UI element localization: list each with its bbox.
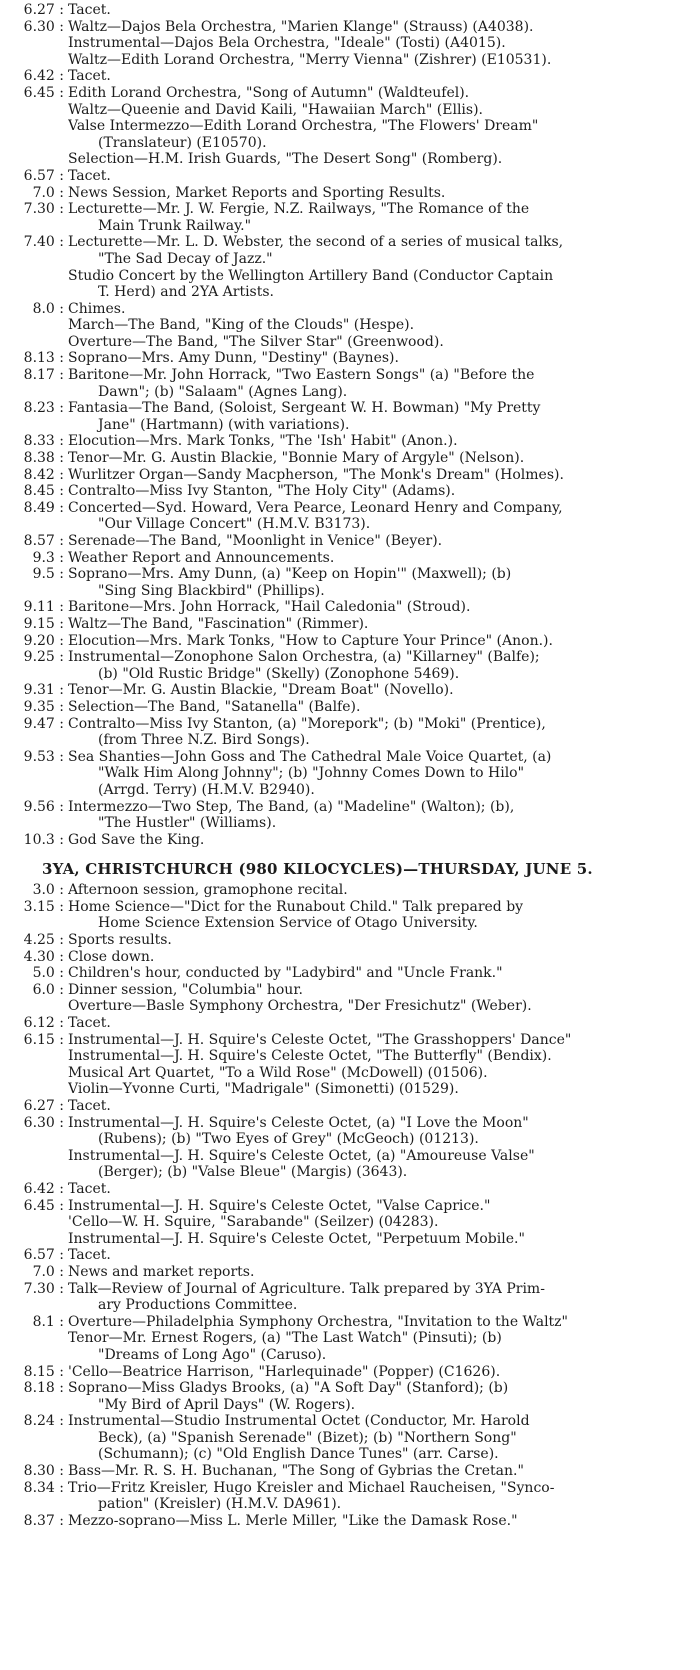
entry-text: [68, 185, 692, 202]
entry-time: 6.57 :: [23, 1247, 64, 1264]
entry-line: "The Sad Decay of Jazz.": [98, 250, 273, 267]
program-entry: [4, 633, 692, 650]
entry-time: 9.15 :: [23, 615, 64, 632]
program-entry: [4, 19, 692, 69]
entry-text: [68, 749, 692, 799]
program-entry: [4, 1380, 692, 1413]
entry-line: Main Trunk Railway.": [98, 217, 252, 234]
entry-text: [68, 1115, 692, 1181]
program-entry: [4, 1181, 692, 1198]
entry-time: 8.37 :: [23, 1512, 64, 1529]
entry-time: 8.23 :: [23, 400, 64, 417]
entry-text: [68, 201, 692, 234]
entry-text: [68, 19, 692, 69]
entry-text: [68, 301, 692, 351]
entry-text: [68, 982, 692, 1015]
entry-text: [68, 633, 692, 650]
entry-time: 8.15 :: [23, 1363, 64, 1380]
program-entry: [4, 1098, 692, 1115]
entry-line: Studio Concert by the Wellington Artillery Band (Conductor Captain: [68, 267, 554, 284]
entry-text: [68, 832, 692, 849]
entry-line: Intermezzo—Two Step, The Band, (a) "Madeline" (Walton); (b),: [68, 798, 515, 815]
entry-text: [68, 599, 692, 616]
entry-time: 6.0 :: [32, 981, 64, 998]
entry-line: Elocution—Mrs. Mark Tonks, "How to Capture Your Prince" (Anon.).: [68, 632, 553, 649]
entry-text: [68, 682, 692, 699]
entry-time: 9.35 :: [23, 698, 64, 715]
entry-line: Tenor—Mr. G. Austin Blackie, "Bonnie Mary of Argyle" (Nelson).: [68, 450, 525, 467]
entry-line: (Berger); (b) "Valse Bleue" (Margis) (3643).: [98, 1164, 408, 1181]
entry-line: Home Science—"Dict for the Runabout Child." Talk prepared by: [68, 898, 524, 915]
entry-line: Mezzo-soprano—Miss L. Merle Miller, "Like the Damask Rose.": [68, 1512, 518, 1529]
entry-text: [68, 433, 692, 450]
entry-line: Wurlitzer Organ—Sandy Macpherson, "The Monk's Dream" (Holmes).: [68, 466, 564, 483]
entry-time: 6.45 :: [23, 1197, 64, 1214]
entry-text: [68, 1181, 692, 1198]
entry-line: Waltz—Edith Lorand Orchestra, "Merry Vienna" (Zishrer) (E10531).: [68, 51, 552, 68]
entry-line: Overture—The Band, "The Silver Star" (Greenwood).: [68, 333, 444, 350]
entry-text: [68, 799, 692, 832]
program-entry: [4, 168, 692, 185]
entry-line: Instrumental—J. H. Squire's Celeste Octet, (a) "I Love the Moon": [68, 1114, 529, 1131]
program-entry: [4, 433, 692, 450]
program-entry: [4, 500, 692, 533]
entry-time: 9.20 :: [23, 632, 64, 649]
entry-time: 6.27 :: [23, 2, 64, 18]
program-entry: [4, 749, 692, 799]
entry-line: Instrumental—Zonophone Salon Orchestra, (a) "Killarney" (Balfe);: [68, 649, 540, 666]
program-entry: [4, 483, 692, 500]
entry-line: Talk—Review of Journal of Agriculture. Talk prepared by 3YA Prim-: [68, 1280, 545, 1297]
entry-line: (from Three N.Z. Bird Songs).: [98, 732, 310, 749]
entry-line: Edith Lorand Orchestra, "Song of Autumn" (Waldteufel).: [68, 84, 470, 101]
entry-line: March—The Band, "King of the Clouds" (Hespe).: [68, 317, 415, 334]
entry-line: Overture—Philadelphia Symphony Orchestra, "Invitation to the Waltz": [68, 1313, 568, 1330]
entry-line: "The Hustler" (Williams).: [98, 815, 277, 832]
program-entry: [4, 185, 692, 202]
entry-line: Serenade—The Band, "Moonlight in Venice" (Beyer).: [68, 533, 443, 549]
entry-time: 8.34 :: [23, 1479, 64, 1496]
program-entry: [4, 1364, 692, 1381]
entry-text: [68, 168, 692, 185]
entry-text: [68, 234, 692, 300]
entry-time: 8.42 :: [23, 466, 64, 483]
entry-line: ary Productions Committee.: [98, 1297, 298, 1314]
entry-text: [68, 467, 692, 484]
entry-text: [68, 949, 692, 966]
entry-time: 8.33 :: [23, 433, 64, 450]
entry-line: Bass—Mr. R. S. H. Buchanan, "The Song of Gybrias the Cretan.": [68, 1463, 524, 1480]
entry-time: 6.30 :: [23, 18, 64, 35]
entry-time: 10.3 :: [23, 831, 64, 848]
entry-text: [68, 1364, 692, 1381]
entry-time: 6.42 :: [23, 68, 64, 85]
program-entry: [4, 965, 692, 982]
program-entry: [4, 799, 692, 832]
entry-line: Instrumental—J. H. Squire's Celeste Octet, "Perpetuum Mobile.": [68, 1230, 525, 1247]
entry-text: [68, 1198, 692, 1248]
entry-line: Instrumental—J. H. Squire's Celeste Octet, "The Butterfly" (Bendix).: [68, 1048, 552, 1065]
entry-line: News and market reports.: [68, 1263, 255, 1280]
entry-time: 8.1 :: [32, 1313, 64, 1330]
entry-time: 9.11 :: [23, 599, 64, 616]
entry-line: (Rubens); (b) "Two Eyes of Grey" (McGeoch) (01213).: [98, 1131, 479, 1148]
entry-line: Tacet.: [68, 167, 111, 184]
entry-time: 9.3 :: [32, 549, 64, 566]
entry-line: Instrumental—Dajos Bela Orchestra, "Ideale" (Tosti) (A4015).: [68, 35, 506, 52]
entry-text: [68, 716, 692, 749]
entry-line: Home Science Extension Service of Otago University.: [98, 915, 478, 932]
entry-line: "Dreams of Long Ago" (Caruso).: [98, 1346, 327, 1363]
entry-line: Instrumental—J. H. Squire's Celeste Octet, "The Grasshoppers' Dance": [68, 1031, 572, 1048]
program-entry: [4, 1264, 692, 1281]
program-entry: [4, 1480, 692, 1513]
program-entry: [4, 367, 692, 400]
entry-time: 7.30 :: [23, 201, 64, 218]
entry-text: [68, 882, 692, 899]
program-entry: [4, 699, 692, 716]
program-entry: [4, 550, 692, 567]
entry-time: 6.15 :: [23, 1031, 64, 1048]
program-entry: [4, 1115, 692, 1181]
entry-line: Trio—Fritz Kreisler, Hugo Kreisler and Michael Raucheisen, "Synco-: [68, 1479, 555, 1496]
program-entry: [4, 1413, 692, 1463]
entry-line: Dinner session, "Columbia" hour.: [68, 981, 303, 998]
entry-text: [68, 566, 692, 599]
program-entry: [4, 1032, 692, 1098]
entry-text: [68, 550, 692, 567]
entry-time: 7.0 :: [32, 184, 64, 201]
entry-line: Concerted—Syd. Howard, Vera Pearce, Leonard Henry and Company,: [68, 499, 563, 516]
entry-time: 9.53 :: [23, 748, 64, 765]
entry-time: 6.57 :: [23, 167, 64, 184]
entry-text: [68, 1264, 692, 1281]
program-entry: [4, 832, 692, 849]
entry-line: Sea Shanties—John Goss and The Cathedral Male Voice Quartet, (a): [68, 748, 552, 765]
entry-text: [68, 367, 692, 400]
entry-time: 8.57 :: [23, 533, 64, 549]
entry-time: 8.45 :: [23, 483, 64, 500]
entry-line: Baritone—Mr. John Horrack, "Two Eastern Songs" (a) "Before the: [68, 367, 535, 384]
program-entry: [4, 201, 692, 234]
entry-text: [68, 533, 692, 550]
entry-text: [68, 1098, 692, 1115]
entry-line: Lecturette—Mr. L. D. Webster, the second of a series of musical talks,: [68, 234, 564, 251]
entry-line: Musical Art Quartet, "To a Wild Rose" (McDowell) (01506).: [68, 1064, 488, 1081]
entry-line: Tacet.: [68, 1015, 111, 1032]
entry-time: 4.30 :: [23, 948, 64, 965]
entry-line: Selection—The Band, "Satanella" (Balfe).: [68, 698, 361, 715]
program-entry: [4, 350, 692, 367]
entry-line: Children's hour, conducted by "Ladybird" and "Uncle Frank.": [68, 965, 503, 982]
program-entry: [4, 234, 692, 300]
entry-line: Waltz—The Band, "Fascination" (Rimmer).: [68, 615, 369, 632]
entry-time: 5.0 :: [32, 965, 64, 982]
program-list-3ya: [4, 882, 692, 1529]
program-entry: [4, 85, 692, 168]
program-entry: [4, 682, 692, 699]
entry-time: 7.40 :: [23, 234, 64, 251]
program-entry: [4, 467, 692, 484]
section-heading-3ya: 3YA, CHRISTCHURCH (980 KILOCYCLES)—THURSDAY, JUNE 5.: [42, 860, 593, 879]
entry-text: [68, 2, 692, 19]
entry-text: [68, 1281, 692, 1314]
program-entry: [4, 982, 692, 1015]
entry-line: "Sing Sing Blackbird" (Phillips).: [98, 582, 325, 599]
entry-text: [68, 1480, 692, 1513]
entry-text: [68, 450, 692, 467]
entry-time: 8.13 :: [23, 350, 64, 367]
entry-text: [68, 483, 692, 500]
program-entry: [4, 68, 692, 85]
program-entry: [4, 1463, 692, 1480]
entry-line: Soprano—Miss Gladys Brooks, (a) "A Soft Day" (Stanford); (b): [68, 1380, 509, 1397]
entry-time: 3.15 :: [23, 898, 64, 915]
entry-line: Tacet.: [68, 2, 111, 18]
entry-line: Afternoon session, gramophone recital.: [68, 882, 348, 899]
entry-time: 9.47 :: [23, 715, 64, 732]
entry-line: Dawn"; (b) "Salaam" (Agnes Lang).: [98, 383, 348, 400]
program-entry: [4, 899, 692, 932]
entry-line: "Our Village Concert" (H.M.V. B3173).: [98, 516, 371, 533]
entry-time: 8.38 :: [23, 450, 64, 467]
program-entry: [4, 1015, 692, 1032]
entry-line: "My Bird of April Days" (W. Rogers).: [98, 1396, 356, 1413]
entry-line: (Arrgd. Terry) (H.M.V. B2940).: [98, 781, 315, 798]
entry-text: [68, 500, 692, 533]
entry-line: Tacet.: [68, 1098, 111, 1114]
program-entry: [4, 1247, 692, 1264]
program-entry: [4, 533, 692, 550]
entry-text: [68, 1380, 692, 1413]
entry-time: 6.12 :: [23, 1015, 64, 1032]
entry-line: Violin—Yvonne Curti, "Madrigale" (Simonetti) (01529).: [68, 1081, 459, 1098]
entry-text: [68, 1413, 692, 1463]
entry-text: [68, 350, 692, 367]
entry-text: [68, 649, 692, 682]
entry-time: 6.27 :: [23, 1098, 64, 1114]
entry-line: T. Herd) and 2YA Artists.: [98, 284, 274, 301]
entry-time: 8.17 :: [23, 367, 64, 384]
entry-text: [68, 1314, 692, 1364]
entry-text: [68, 965, 692, 982]
program-entry: [4, 566, 692, 599]
entry-line: Weather Report and Announcements.: [68, 549, 335, 566]
entry-line: Jane" (Hartmann) (with variations).: [98, 416, 350, 433]
entry-line: Overture—Basle Symphony Orchestra, "Der Fresichutz" (Weber).: [68, 998, 532, 1015]
entry-time: 7.0 :: [32, 1263, 64, 1280]
program-entry: [4, 932, 692, 949]
entry-line: Soprano—Mrs. Amy Dunn, "Destiny" (Baynes).: [68, 350, 399, 367]
entry-text: [68, 1463, 692, 1480]
program-entry: [4, 1281, 692, 1314]
entry-text: [68, 699, 692, 716]
entry-line: 'Cello—W. H. Squire, "Sarabande" (Seilzer) (04283).: [68, 1214, 439, 1231]
entry-text: [68, 68, 692, 85]
entry-time: 8.0 :: [32, 300, 64, 317]
entry-line: 'Cello—Beatrice Harrison, "Harlequinade" (Popper) (C1626).: [68, 1363, 501, 1380]
entry-line: Lecturette—Mr. J. W. Fergie, N.Z. Railways, "The Romance of the: [68, 201, 530, 218]
entry-time: 4.25 :: [23, 932, 64, 949]
entry-line: Tacet.: [68, 1180, 111, 1197]
entry-line: Beck), (a) "Spanish Serenade" (Bizet); (b) "Northern Song": [98, 1429, 517, 1446]
entry-line: (Translateur) (E10570).: [98, 134, 267, 151]
entry-line: Soprano—Mrs. Amy Dunn, (a) "Keep on Hopin'" (Maxwell); (b): [68, 566, 512, 583]
entry-text: [68, 1513, 692, 1530]
entry-line: (b) "Old Rustic Bridge" (Skelly) (Zonophone 5469).: [98, 665, 460, 682]
entry-time: 9.56 :: [23, 798, 64, 815]
entry-text: [68, 616, 692, 633]
entry-line: Chimes.: [68, 300, 126, 317]
program-entry: [4, 882, 692, 899]
program-entry: [4, 716, 692, 749]
entry-line: "Walk Him Along Johnny"; (b) "Johnny Comes Down to Hilo": [98, 765, 525, 782]
entry-time: 3.0 :: [32, 882, 64, 899]
entry-text: [68, 85, 692, 168]
program-entry: [4, 616, 692, 633]
entry-time: 6.45 :: [23, 84, 64, 101]
entry-text: [68, 899, 692, 932]
entry-time: 8.30 :: [23, 1463, 64, 1480]
entry-line: Instrumental—J. H. Squire's Celeste Octet, (a) "Amoureuse Valse": [68, 1147, 535, 1164]
entry-line: pation" (Kreisler) (H.M.V. DA961).: [98, 1496, 342, 1513]
program-entry: [4, 400, 692, 433]
program-entry: [4, 2, 692, 19]
entry-line: Elocution—Mrs. Mark Tonks, "The 'Ish' Habit" (Anon.).: [68, 433, 458, 450]
entry-text: [68, 1247, 692, 1264]
program-entry: [4, 301, 692, 351]
entry-line: Tacet.: [68, 1247, 111, 1264]
entry-text: [68, 1032, 692, 1098]
program-entry: [4, 1198, 692, 1248]
entry-text: [68, 1015, 692, 1032]
program-entry: [4, 1513, 692, 1530]
entry-line: Valse Intermezzo—Edith Lorand Orchestra, "The Flowers' Dream": [68, 118, 539, 135]
entry-text: [68, 400, 692, 433]
entry-line: Waltz—Dajos Bela Orchestra, "Marien Klange" (Strauss) (A4038).: [68, 18, 534, 35]
entry-line: Waltz—Queenie and David Kaili, "Hawaiian March" (Ellis).: [68, 101, 484, 118]
entry-time: 7.30 :: [23, 1280, 64, 1297]
program-entry: [4, 450, 692, 467]
program-entry: [4, 599, 692, 616]
entry-line: Instrumental—J. H. Squire's Celeste Octet, "Valse Caprice.": [68, 1197, 491, 1214]
program-entry: [4, 949, 692, 966]
entry-time: 9.25 :: [23, 649, 64, 666]
entry-time: 6.42 :: [23, 1180, 64, 1197]
entry-line: (Schumann); (c) "Old English Dance Tunes" (arr. Carse).: [98, 1446, 499, 1463]
entry-time: 8.49 :: [23, 499, 64, 516]
entry-line: Selection—H.M. Irish Guards, "The Desert Song" (Romberg).: [68, 151, 503, 168]
entry-line: Tacet.: [68, 68, 111, 85]
entry-line: God Save the King.: [68, 831, 205, 848]
program-list-2ya: [4, 2, 692, 848]
entry-line: Fantasia—The Band, (Soloist, Sergeant W. H. Bowman) "My Pretty: [68, 400, 541, 417]
program-entry: [4, 649, 692, 682]
entry-time: 8.18 :: [23, 1380, 64, 1397]
entry-line: Tenor—Mr. Ernest Rogers, (a) "The Last Watch" (Pinsuti); (b): [68, 1330, 502, 1347]
entry-time: 6.30 :: [23, 1114, 64, 1131]
program-entry: [4, 1314, 692, 1364]
entry-time: 9.5 :: [32, 566, 64, 583]
entry-time: 8.24 :: [23, 1413, 64, 1430]
entry-line: Contralto—Miss Ivy Stanton, (a) "Morepork"; (b) "Moki" (Prentice),: [68, 715, 546, 732]
entry-line: Contralto—Miss Ivy Stanton, "The Holy City" (Adams).: [68, 483, 456, 500]
entry-time: 9.31 :: [23, 682, 64, 699]
entry-line: Close down.: [68, 948, 155, 965]
entry-text: [68, 932, 692, 949]
entry-line: Sports results.: [68, 932, 172, 949]
entry-line: News Session, Market Reports and Sporting Results.: [68, 184, 446, 201]
entry-line: Baritone—Mrs. John Horrack, "Hail Caledonia" (Stroud).: [68, 599, 471, 616]
entry-line: Instrumental—Studio Instrumental Octet (Conductor, Mr. Harold: [68, 1413, 530, 1430]
entry-line: Tenor—Mr. G. Austin Blackie, "Dream Boat" (Novello).: [68, 682, 454, 699]
